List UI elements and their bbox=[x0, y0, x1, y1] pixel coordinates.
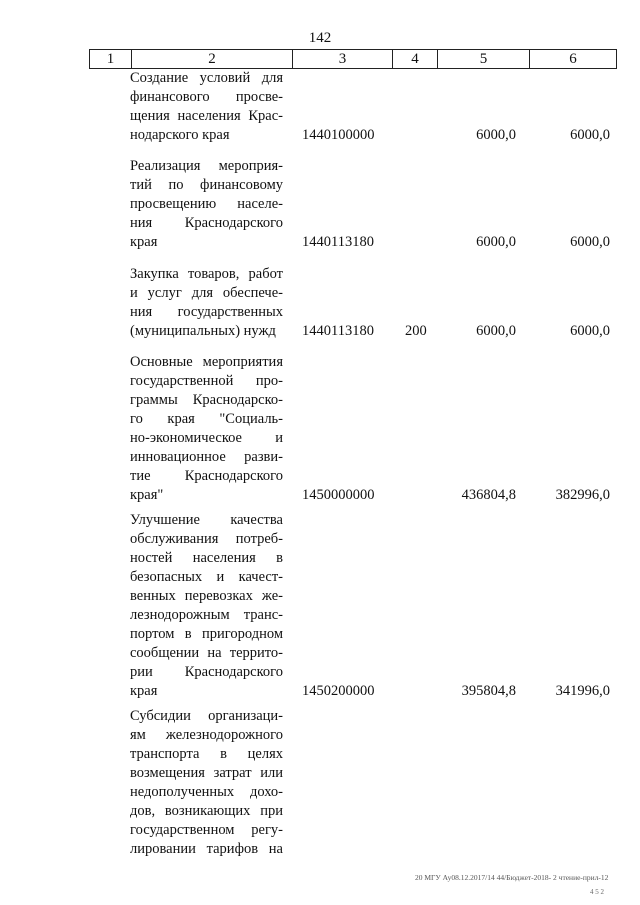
row-name-line: государственной про- bbox=[130, 373, 283, 389]
row-name-line: Субсидии организаци- bbox=[130, 708, 283, 724]
row-name bbox=[130, 707, 283, 859]
row-name-line: края" bbox=[130, 487, 164, 503]
row-code: 1440113180 bbox=[302, 234, 374, 250]
row-name-line: венных перевозках же- bbox=[130, 588, 283, 604]
row-name-line: тие Краснодарского bbox=[130, 468, 283, 484]
page-number: 142 bbox=[308, 30, 332, 46]
header-col-5: 5 bbox=[437, 50, 529, 68]
table-header-row bbox=[89, 49, 617, 69]
row-value-col5: 6000,0 bbox=[476, 127, 516, 143]
row-name-line: но-экономическое и bbox=[130, 430, 283, 446]
row-value-col5: 6000,0 bbox=[476, 234, 516, 250]
header-col-2: 2 bbox=[131, 50, 292, 68]
row-name-line: Создание условий для bbox=[130, 70, 283, 86]
row-value-col6: 6000,0 bbox=[570, 127, 610, 143]
row-code: 1440113180 bbox=[302, 323, 374, 339]
row-value-col5: 395804,8 bbox=[461, 683, 516, 699]
row-name-line: безопасных и качест- bbox=[130, 569, 283, 585]
row-name-line: и услуг для обеспече- bbox=[130, 285, 283, 301]
row-value-col6: 341996,0 bbox=[555, 683, 610, 699]
row-name-line: ния государственных bbox=[130, 304, 283, 320]
row-name-line: го края "Социаль- bbox=[130, 411, 283, 427]
row-name-line: Улучшение качества bbox=[130, 512, 283, 528]
row-name-line: инновационное разви- bbox=[130, 449, 283, 465]
row-code: 1450200000 bbox=[302, 683, 375, 699]
row-name-line: Закупка товаров, работ bbox=[130, 266, 283, 282]
row-name-line: дов, возникающих при bbox=[130, 803, 283, 819]
row-name-line: рии Краснодарского bbox=[130, 664, 283, 680]
row-code: 1440100000 bbox=[302, 127, 375, 143]
row-name-line: финансового просве- bbox=[130, 89, 283, 105]
row-name-line: края bbox=[130, 234, 158, 250]
row-value-col5: 6000,0 bbox=[476, 323, 516, 339]
header-col-4: 4 bbox=[392, 50, 437, 68]
row-name-line: граммы Краснодарско- bbox=[130, 392, 283, 408]
row-name-line: ям железнодорожного bbox=[130, 727, 283, 743]
row-name bbox=[130, 353, 283, 505]
row-name-line: Основные мероприятия bbox=[130, 354, 283, 370]
row-name bbox=[130, 511, 283, 701]
row-value-col6: 6000,0 bbox=[570, 234, 610, 250]
row-name-line: лезнодорожным транс- bbox=[130, 607, 283, 623]
footer-filename: 20 МГУ Ау08.12.2017/14 44/Бюджет-2018- 2 чтение-прил-12 bbox=[415, 873, 609, 882]
row-name-line: нодарского края bbox=[130, 127, 230, 143]
header-col-6: 6 bbox=[529, 50, 617, 68]
row-name-line: просвещению населе- bbox=[130, 196, 283, 212]
row-name-line: сообщении на террито- bbox=[130, 645, 283, 661]
row-name-line: лировании тарифов на bbox=[130, 841, 283, 857]
row-name-line: портом в пригородном bbox=[130, 626, 283, 642]
row-name-line: государственном регу- bbox=[130, 822, 283, 838]
corner-mark: 4 5 2 bbox=[590, 888, 604, 896]
row-name-line: ния Краснодарского bbox=[130, 215, 283, 231]
row-value-col6: 6000,0 bbox=[570, 323, 610, 339]
row-name bbox=[130, 157, 283, 252]
row-code: 1450000000 bbox=[302, 487, 375, 503]
row-name-line: (муниципальных) нужд bbox=[130, 323, 276, 339]
row-value-col5: 436804,8 bbox=[461, 487, 516, 503]
row-name-line: щения населения Крас- bbox=[130, 108, 283, 124]
row-name-line: края bbox=[130, 683, 158, 699]
header-col-1: 1 bbox=[89, 50, 131, 68]
row-name-line: Реализация мероприя- bbox=[130, 158, 283, 174]
row-name bbox=[130, 265, 283, 341]
row-name-line: транспорта в целях bbox=[130, 746, 283, 762]
row-name bbox=[130, 69, 283, 145]
row-name-line: обслуживания потреб- bbox=[130, 531, 283, 547]
row-name-line: недополученных дохо- bbox=[130, 784, 283, 800]
row-name-line: возмещения затрат или bbox=[130, 765, 283, 781]
row-name-line: тий по финансовому bbox=[130, 177, 283, 193]
row-vr: 200 bbox=[405, 323, 427, 339]
row-value-col6: 382996,0 bbox=[555, 487, 610, 503]
header-col-3: 3 bbox=[292, 50, 392, 68]
row-name-line: ностей населения в bbox=[130, 550, 283, 566]
